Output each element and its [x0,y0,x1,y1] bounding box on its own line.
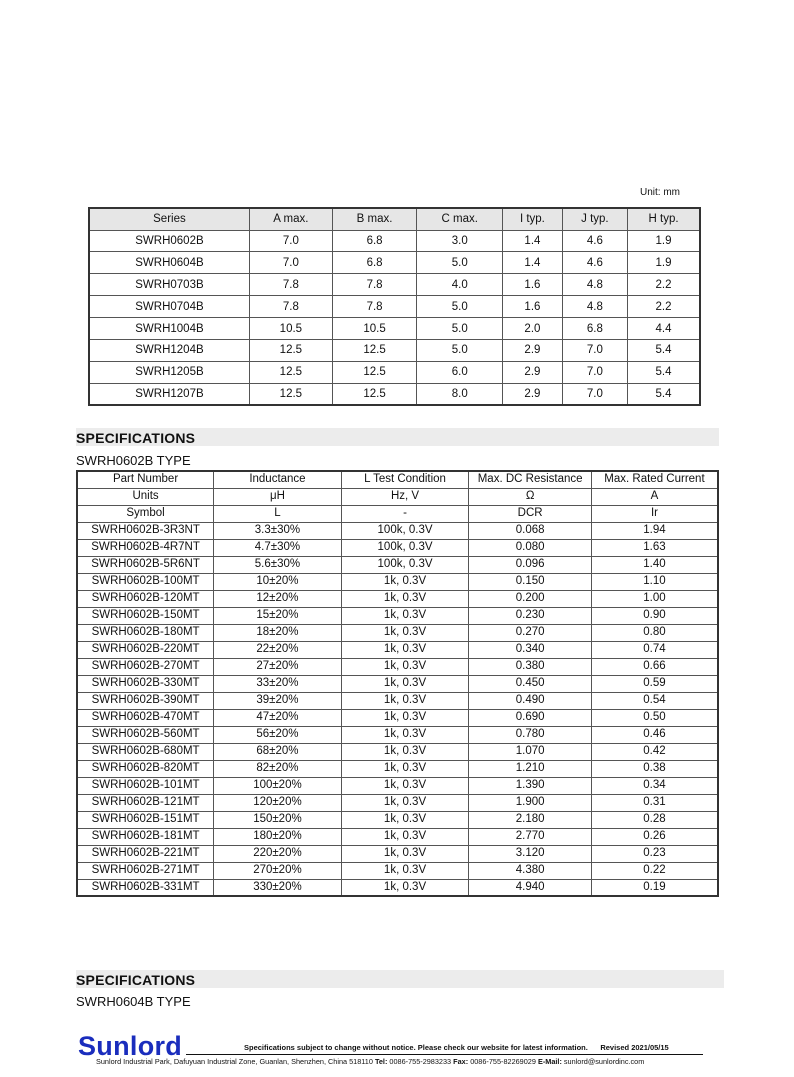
table-cell: 3.0 [417,230,503,252]
table-cell: 1.210 [469,760,592,777]
table-cell: 4.0 [417,274,503,296]
table-cell: 220±20% [214,845,342,862]
table-cell: SWRH0602B-180MT [77,624,214,641]
table-cell: SWRH0602B-221MT [77,845,214,862]
table-cell: 0.38 [591,760,718,777]
spec-header-row [77,471,718,488]
symbol-cell: L [214,505,342,522]
table-cell: 0.54 [591,692,718,709]
table-row [77,624,718,641]
table-cell: 0.59 [591,675,718,692]
table-row [77,658,718,675]
spec-units-row [77,488,718,505]
column-header: Part Number [77,471,214,488]
table-cell: 0.23 [591,845,718,862]
table-cell: 0.28 [591,811,718,828]
table-cell: 1.00 [591,590,718,607]
table-cell: 12.5 [249,339,332,361]
footer-email-label: E-Mail: [537,1057,562,1066]
table-row [77,573,718,590]
table-cell: SWRH0602B-560MT [77,726,214,743]
table-row [77,726,718,743]
table-cell: 15±20% [214,607,342,624]
table-cell: 0.230 [469,607,592,624]
footer-tel: 0086-755-2983233 [389,1057,452,1066]
table-cell: SWRH1207B [89,383,249,405]
footer-tel-label: Tel: [374,1057,388,1066]
column-header: H typ. [628,208,700,230]
table-cell: SWRH0602B-120MT [77,590,214,607]
symbol-cell: DCR [469,505,592,522]
table-cell: 1k, 0.3V [341,777,469,794]
table-cell: 7.0 [562,361,627,383]
table-cell: 68±20% [214,743,342,760]
table-cell: 270±20% [214,862,342,879]
table-row [89,339,700,361]
footer-address: Sunlord Industrial Park, Dafuyuan Industrial Zone, Guanlan, Shenzhen, China 518110 [96,1057,373,1066]
table-cell: 100k, 0.3V [341,522,469,539]
table-row [89,361,700,383]
table-cell: 12.5 [332,339,416,361]
table-cell: 1k, 0.3V [341,590,469,607]
table-cell: SWRH0602B-4R7NT [77,539,214,556]
table-cell: SWRH0602B-270MT [77,658,214,675]
table-cell: 7.8 [249,296,332,318]
table-cell: 2.0 [503,318,563,340]
table-cell: 1k, 0.3V [341,692,469,709]
table-row [77,590,718,607]
table-cell: 1k, 0.3V [341,573,469,590]
table-cell: SWRH0602B-181MT [77,828,214,845]
table-cell: 1.390 [469,777,592,794]
table-row [77,641,718,658]
footer-divider [186,1054,703,1055]
table-cell: 1k, 0.3V [341,811,469,828]
table-row [77,760,718,777]
table-cell: 0.380 [469,658,592,675]
table-cell: 5.4 [628,383,700,405]
unit-cell: Units [77,488,214,505]
table-cell: 2.9 [503,339,563,361]
table-cell: 18±20% [214,624,342,641]
table-cell: SWRH0602B-470MT [77,709,214,726]
table-row [77,556,718,573]
table-cell: 5.4 [628,361,700,383]
table-cell: 1k, 0.3V [341,658,469,675]
table-cell: 2.9 [503,361,563,383]
table-cell: 1k, 0.3V [341,726,469,743]
table-cell: SWRH0704B [89,296,249,318]
table-cell: 1k, 0.3V [341,607,469,624]
table-cell: 47±20% [214,709,342,726]
table-cell: 100k, 0.3V [341,556,469,573]
symbol-cell: Symbol [77,505,214,522]
table-cell: 4.380 [469,862,592,879]
table-cell: 2.180 [469,811,592,828]
table-row [77,539,718,556]
table-cell: 2.9 [503,383,563,405]
table-cell: 1.63 [591,539,718,556]
table-cell: 0.42 [591,743,718,760]
column-header: I typ. [503,208,563,230]
section-subtitle-2: SWRH0604B TYPE [76,994,191,1009]
table-cell: 2.2 [628,274,700,296]
sunlord-logo: Sunlord [78,1031,183,1061]
table-row [77,675,718,692]
table-cell: 0.450 [469,675,592,692]
table-cell: 6.8 [332,252,416,274]
table-cell: 0.46 [591,726,718,743]
table-cell: 4.7±30% [214,539,342,556]
table-cell: 0.50 [591,709,718,726]
table-cell: 4.4 [628,318,700,340]
footer-revised: Revised 2021/05/15 [600,1043,669,1052]
table-cell: 1.4 [503,230,563,252]
table-cell: 4.8 [562,296,627,318]
column-header: J typ. [562,208,627,230]
table-cell: 5.0 [417,252,503,274]
unit-cell: Ω [469,488,592,505]
table-cell: 0.490 [469,692,592,709]
table-cell: SWRH1004B [89,318,249,340]
table-row [77,879,718,896]
table-cell: 27±20% [214,658,342,675]
table-row [77,607,718,624]
table-cell: 1k, 0.3V [341,879,469,896]
table-cell: 7.0 [249,252,332,274]
table-cell: 0.90 [591,607,718,624]
table-cell: 1.10 [591,573,718,590]
section-title-1: SPECIFICATIONS [76,430,196,446]
table-cell: 7.0 [249,230,332,252]
table-cell: 7.0 [562,383,627,405]
column-header: B max. [332,208,416,230]
spec-symbols-row [77,505,718,522]
table-cell: SWRH0602B-271MT [77,862,214,879]
table-cell: 100±20% [214,777,342,794]
table-row [77,692,718,709]
section-subtitle-1: SWRH0602B TYPE [76,453,191,468]
table-cell: 5.6±30% [214,556,342,573]
table-cell: 5.0 [417,339,503,361]
table-cell: 10±20% [214,573,342,590]
table-cell: 0.096 [469,556,592,573]
footer-email: sunlord@sunlordinc.com [563,1057,645,1066]
symbol-cell: - [341,505,469,522]
table-cell: SWRH0604B [89,252,249,274]
table-cell: 1k, 0.3V [341,675,469,692]
table-cell: 1k, 0.3V [341,794,469,811]
table-cell: 39±20% [214,692,342,709]
table-cell: 7.8 [249,274,332,296]
table-cell: 4.8 [562,274,627,296]
table-cell: 0.270 [469,624,592,641]
column-header: Inductance [214,471,342,488]
column-header: Max. DC Resistance [469,471,592,488]
table-cell: 82±20% [214,760,342,777]
column-header: Series [89,208,249,230]
table-cell: 1.900 [469,794,592,811]
table-cell: 1k, 0.3V [341,641,469,658]
dimensions-header-row [89,208,700,230]
table-cell: 4.6 [562,230,627,252]
table-cell: SWRH0602B-220MT [77,641,214,658]
table-cell: SWRH0602B-330MT [77,675,214,692]
table-row [89,252,700,274]
table-cell: 0.068 [469,522,592,539]
table-cell: SWRH0602B-331MT [77,879,214,896]
table-cell: 0.780 [469,726,592,743]
table-cell: 6.0 [417,361,503,383]
table-row [89,230,700,252]
table-cell: SWRH0602B-390MT [77,692,214,709]
table-cell: 1k, 0.3V [341,743,469,760]
table-cell: 1k, 0.3V [341,709,469,726]
table-cell: 6.8 [562,318,627,340]
table-cell: SWRH0602B [89,230,249,252]
table-cell: 5.4 [628,339,700,361]
table-cell: 1.9 [628,230,700,252]
table-cell: 1.9 [628,252,700,274]
table-cell: 1.40 [591,556,718,573]
table-cell: 100k, 0.3V [341,539,469,556]
footer-notice [244,1043,669,1052]
table-row [77,828,718,845]
table-row [77,845,718,862]
table-cell: 12.5 [332,383,416,405]
table-cell: 1.4 [503,252,563,274]
table-cell: 0.66 [591,658,718,675]
table-cell: 0.31 [591,794,718,811]
table-cell: 180±20% [214,828,342,845]
table-row [77,794,718,811]
table-cell: SWRH0602B-3R3NT [77,522,214,539]
table-cell: 12.5 [332,361,416,383]
table-row [77,522,718,539]
dimensions-table [88,207,701,406]
table-cell: 1k, 0.3V [341,862,469,879]
table-cell: SWRH0602B-5R6NT [77,556,214,573]
table-cell: 1k, 0.3V [341,760,469,777]
table-cell: 7.0 [562,339,627,361]
table-row [77,743,718,760]
section-title-2: SPECIFICATIONS [76,972,196,988]
unit-cell: μH [214,488,342,505]
table-cell: SWRH0602B-100MT [77,573,214,590]
table-cell: 0.26 [591,828,718,845]
table-cell: 0.22 [591,862,718,879]
table-cell: 0.80 [591,624,718,641]
table-cell: 0.74 [591,641,718,658]
table-cell: SWRH1204B [89,339,249,361]
table-cell: 4.6 [562,252,627,274]
table-row [77,811,718,828]
table-cell: 1.94 [591,522,718,539]
table-cell: 22±20% [214,641,342,658]
table-cell: 10.5 [332,318,416,340]
table-cell: 12±20% [214,590,342,607]
table-row [77,862,718,879]
table-cell: 33±20% [214,675,342,692]
table-cell: SWRH0602B-151MT [77,811,214,828]
table-cell: 56±20% [214,726,342,743]
table-row [89,383,700,405]
table-cell: SWRH0602B-121MT [77,794,214,811]
table-row [89,274,700,296]
table-cell: 5.0 [417,296,503,318]
table-cell: 1.6 [503,274,563,296]
table-cell: 7.8 [332,296,416,318]
table-cell: 0.34 [591,777,718,794]
table-row [77,777,718,794]
table-cell: 1k, 0.3V [341,624,469,641]
table-cell: SWRH0602B-150MT [77,607,214,624]
table-cell: 3.3±30% [214,522,342,539]
table-cell: SWRH0602B-101MT [77,777,214,794]
unit-label: Unit: mm [640,187,680,198]
table-cell: 4.940 [469,879,592,896]
table-cell: 0.150 [469,573,592,590]
table-row [77,709,718,726]
table-cell: 8.0 [417,383,503,405]
table-cell: 2.770 [469,828,592,845]
table-cell: 2.2 [628,296,700,318]
table-cell: 0.19 [591,879,718,896]
table-cell: 3.120 [469,845,592,862]
table-cell: 12.5 [249,361,332,383]
footer-fax: 0086-755-82269029 [470,1057,536,1066]
table-cell: 0.690 [469,709,592,726]
table-cell: 7.8 [332,274,416,296]
table-cell: 1.070 [469,743,592,760]
table-cell: SWRH0602B-680MT [77,743,214,760]
table-cell: 12.5 [249,383,332,405]
table-cell: 150±20% [214,811,342,828]
table-cell: 0.200 [469,590,592,607]
footer-fax-label: Fax: [453,1057,469,1066]
table-cell: 120±20% [214,794,342,811]
table-cell: 1k, 0.3V [341,845,469,862]
table-cell: 1k, 0.3V [341,828,469,845]
footer-address-line [96,1057,644,1066]
table-cell: SWRH0703B [89,274,249,296]
table-cell: 0.340 [469,641,592,658]
table-cell: SWRH0602B-820MT [77,760,214,777]
column-header: Max. Rated Current [591,471,718,488]
table-cell: 330±20% [214,879,342,896]
footer-notice-text: Specifications subject to change without notice. Please check our website for latest information. [244,1043,588,1052]
unit-cell: Hz, V [341,488,469,505]
table-cell: 1.6 [503,296,563,318]
column-header: C max. [417,208,503,230]
column-header: A max. [249,208,332,230]
table-cell: 6.8 [332,230,416,252]
column-header: L Test Condition [341,471,469,488]
unit-cell: A [591,488,718,505]
table-row [89,318,700,340]
table-cell: 10.5 [249,318,332,340]
symbol-cell: Ir [591,505,718,522]
table-row [89,296,700,318]
table-cell: SWRH1205B [89,361,249,383]
table-cell: 5.0 [417,318,503,340]
spec-table-swrh0602b [76,470,719,897]
table-cell: 0.080 [469,539,592,556]
